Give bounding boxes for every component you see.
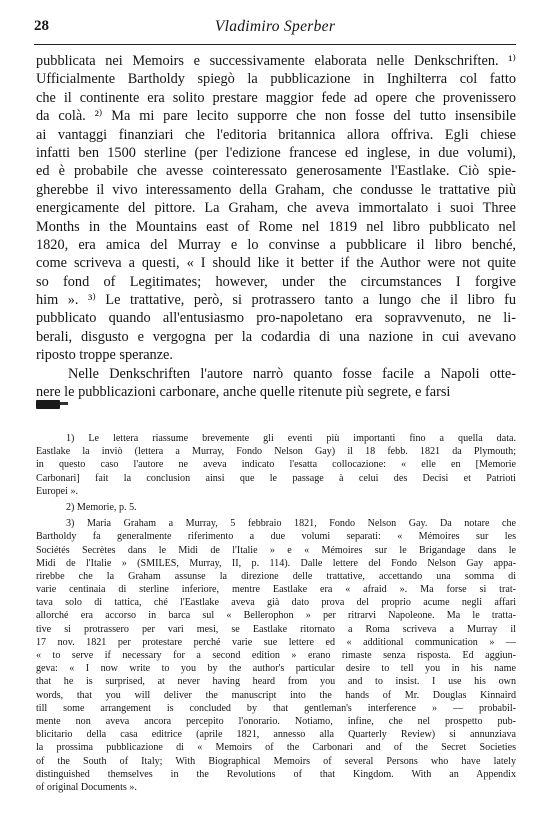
footnote-line: tava solo di tattica, ché l'Eastlake aveva già dato prova del proprio acume negli affari (36, 597, 516, 609)
footnote-line: varie centinaia di sterline inferiore, mentre Eastlake era « afraid ». Ma forse si trat- (36, 584, 516, 596)
footnote-line: blicitario della casa editrice (aprile 1821, annesso alla Quarterly Review) si annunziava (36, 729, 516, 741)
text-line: Months in the Mountains east of Rome nel 1819 nel libro pubblicato nel (36, 218, 516, 235)
text-line: gherebbe il vivo interessamento della Graham, che condusse le trattative più (36, 181, 516, 198)
footnote-line: tive si protrassero per vari mesi, se Eastlake ritornato a Roma scriveva a Murray il (36, 623, 516, 635)
footnote-line: Europei ». (36, 485, 79, 497)
header-rule (34, 44, 516, 45)
footnote-line: of the South of Italy; With Biographical Memoirs of several Persons who have lately (36, 755, 516, 767)
footnote-line: Eastlake la inviò (lettera a Murray, Fondo Nelson Gay) il 18 febb. 1821 da Plymouth; (36, 446, 516, 458)
footnote-line: allorché era accorso in barca sul « Bellerophon » per ritrarvi Napoleone. Ma le tratta- (36, 610, 516, 622)
text-line: nere le pubblicazioni carbonare, anche quelle ritenute più segrete, e farsi (36, 384, 451, 401)
text-line: ed è probabile che avesse cointeressato generosamente l'Eastlake. Ciò spie- (36, 163, 516, 180)
footnote-line: « to serve if necessary for a second edition » erano rimaste senza risposta. Ed aggiun- (36, 650, 516, 661)
footnote-line: distinguished themselves in the Revolutions of that Kingdom. With an Appendix (36, 768, 516, 780)
text-line: 1820, era amica del Murray e lo convinse a pubblicare il libro benché, (36, 236, 516, 253)
text-line: infatti ben 1500 sterline (per l'edizione francese ed inglese, in due volumi), (36, 144, 516, 161)
footnote-line: 1) Le lettera riassume brevemente gli eventi più importanti fino a quella data. (66, 433, 516, 444)
footnote-line: mente non aveva ancora percepito l'onorario. Notiamo, infine, che nel prospetto pub- (36, 715, 516, 727)
text-line: berali, disgusto e vergogna per la codardia di una nazione in cui avevano (36, 328, 516, 345)
footnotes (36, 432, 516, 794)
ink-smudge-tail (60, 402, 68, 405)
footnote-line: Midi de l'Italie » (SMILES, Murray, II, p. 114). Dalle lettere del Fondo Nelson Gay appa- (36, 557, 516, 569)
main-text (36, 52, 516, 401)
footnote-line: Bartholdy fa generalmente riferimento a due volumi separati: « Mémoires sur les (36, 531, 516, 543)
page-header (34, 18, 516, 40)
footnote-line: 2) Memorie, p. 5. (66, 501, 137, 513)
footnote-line: of original Documents ». (36, 781, 137, 793)
text-line: Nelle Denkschriften l'autore narrò quanto fosse facile a Napoli otte- (68, 365, 516, 382)
text-line: come scriveva a questi, « I should like it better if the Author were not quite (36, 255, 516, 272)
footnote-line: Carbonari] fait la conclusion ainsi que le passage à celui des Decisi et Patrioti (36, 472, 516, 484)
footnote-line: la prossima pubblicazione di « Memoirs of the Carbonari and of the Secret Societies (36, 742, 516, 754)
footnote-line: rirebbe che la Graham assunse la direzione delle trattative, accettando una somma di (36, 570, 516, 582)
footnote-line: geva: « I now write to you by the author's particular desire to tell you in his name (36, 663, 516, 675)
text-line: energicamente del pittore. La Graham, che aveva immortalato i suoi Three (36, 200, 516, 217)
text-line: che il continente era solito prestare maggior fede ad opere che provenissero (36, 89, 516, 106)
footnote-line: till some arrangement is concluded by that gentleman's interference » — probabil- (36, 702, 516, 714)
page-number: 28 (34, 18, 49, 34)
text-line: da colà. ²⁾ Ma mi pare lecito supporre che non fosse del tutto insensibile (36, 108, 516, 125)
footnote-line: 17 nov. 1821 per protestare perché varie sue lettere ed « additional communication » — (36, 636, 516, 648)
text-line: pubblicato quando all'entusiasmo pro-napoletano era sopravvenuto, ne li- (36, 310, 516, 327)
ink-smudge (36, 400, 60, 409)
footnote-line: that he is surprised, at never having heard from you and to insist. I use his own (36, 676, 516, 688)
footnote-line: 3) Maria Graham a Murray, 5 febbraio 1821, Fondo Nelson Gay. Da notare che (66, 518, 516, 530)
text-line: pubblicata nei Memoirs e successivamente elaborata nelle Denkschriften. ¹⁾ (36, 53, 516, 69)
text-line: him ». ³⁾ Le trattative, però, si protrassero tanto a lungo che il libro fu (36, 292, 516, 309)
footnote-line: in questo caso l'autore ne aveva indicato l'esatta collocazione: « elle en [Memorie (36, 459, 516, 471)
footnote-line: Sociétés Secrètes dans le Midi de l'Italie » e « Mémoires sur le Brigandage dans le (36, 544, 516, 556)
text-line: ai vantaggi finanziari che l'editoria britannica allora offriva. Egli chiese (36, 126, 516, 143)
footnote-line: words, that you will deliver the manuscript into the hands of Mr. Douglas Kinnaird (36, 689, 516, 701)
text-line: so fond of Legitimates; however, under the circumstances I forgive (36, 273, 516, 290)
text-line: riposto troppe speranze. (36, 347, 173, 364)
running-title: Vladimiro Sperber (214, 18, 336, 35)
text-line: Ufficialmente Bartholdy spiegò la pubblicazione in Inghilterra col fatto (36, 71, 516, 88)
